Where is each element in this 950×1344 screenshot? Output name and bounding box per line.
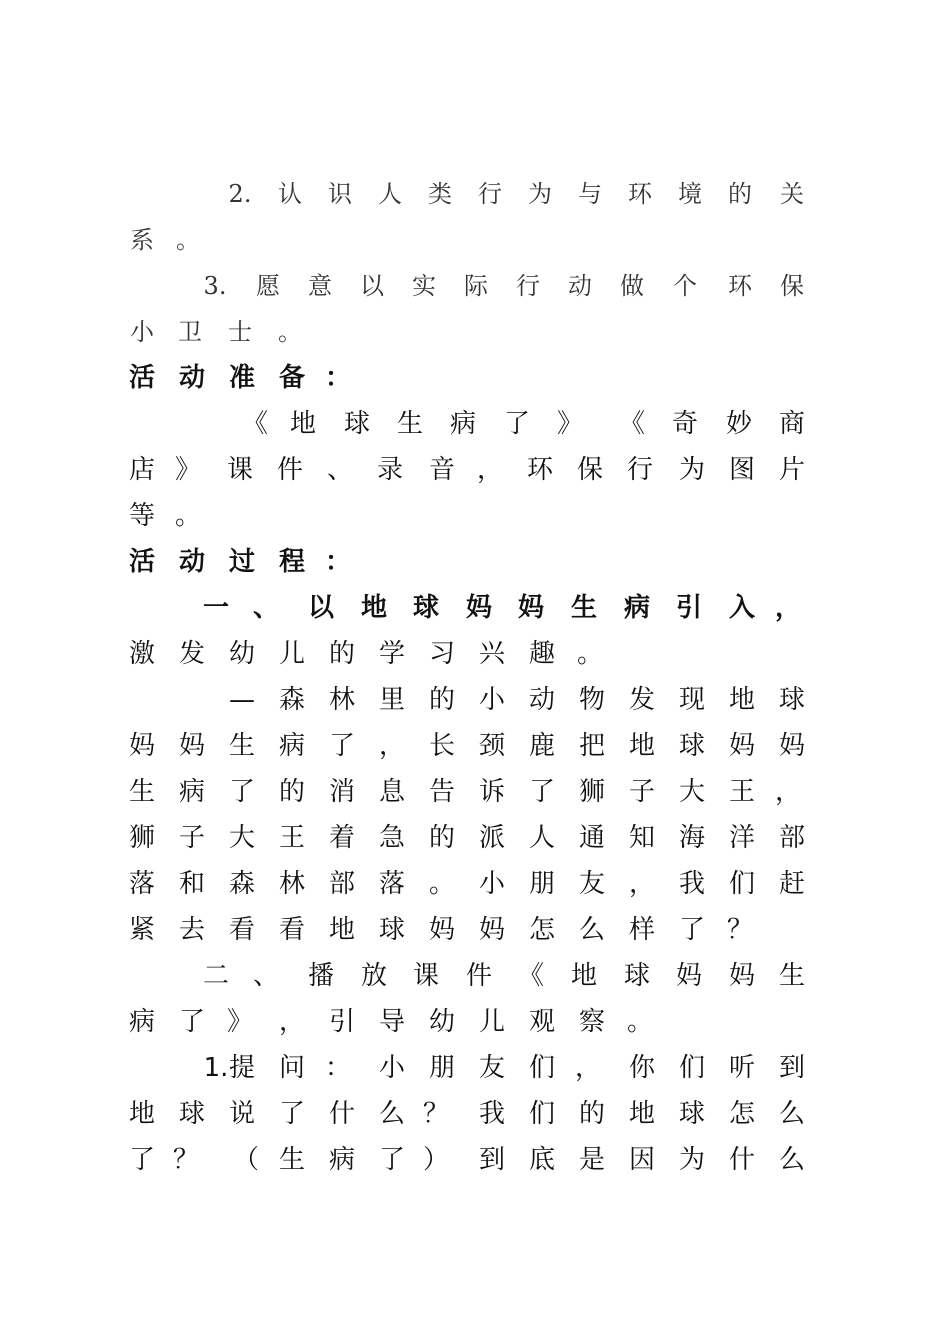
glyph: 妈 [778,731,805,761]
glyph: 了 [278,1099,305,1129]
glyph: 部 [328,869,355,899]
glyph: 你 [628,1053,655,1083]
glyph: 了 [503,409,530,439]
text-line [0,772,950,812]
glyph: 妙 [725,409,752,439]
glyph: 么 [778,1099,805,1129]
glyph: 林 [278,869,305,899]
glyph: 球 [378,915,405,945]
glyph: 以 [307,593,334,623]
glyph: 为 [678,1145,705,1175]
text-line [0,818,950,858]
glyph: 地 [128,1099,155,1129]
glyph: 的 [278,777,305,807]
glyph: 么 [578,915,605,945]
glyph: 地 [360,593,387,623]
glyph: 因 [628,1145,655,1175]
glyph: 》 [226,1007,253,1037]
glyph: 环 [628,180,652,208]
glyph: 士 [228,318,252,346]
glyph: 环 [526,455,553,485]
glyph: 森 [278,685,305,715]
text-line [0,1002,950,1042]
glyph: 的 [578,1099,605,1129]
glyph: 儿 [278,639,305,669]
glyph: 的 [728,180,752,208]
glyph: 。 [576,639,603,669]
glyph: 了 [678,915,705,945]
glyph: 课 [226,455,253,485]
glyph: 兴 [478,639,505,669]
glyph: 动 [178,363,205,393]
text-line [0,726,950,766]
glyph: 课 [412,961,439,991]
glyph: 着 [328,823,355,853]
glyph: 底 [528,1145,555,1175]
glyph: 动 [528,685,555,715]
glyph: 妈 [128,731,155,761]
glyph: 小 [478,869,505,899]
glyph: 说 [228,1099,255,1129]
glyph: 病 [128,1007,155,1037]
glyph: 诉 [478,777,505,807]
glyph: 保 [780,272,804,300]
glyph: 们 [528,1099,555,1129]
glyph: 件 [276,455,303,485]
glyph: 去 [178,915,205,945]
glyph: 环 [728,272,752,300]
glyph: 趣 [528,639,555,669]
glyph: 活 [128,363,155,393]
text-line [0,404,950,444]
glyph: 的 [428,823,455,853]
glyph: 妈 [178,731,205,761]
glyph: 友 [578,869,605,899]
glyph: 导 [378,1007,405,1037]
glyph: 。 [176,226,200,254]
glyph: 件 [465,961,492,991]
glyph: 知 [628,823,655,853]
glyph: 程 [278,547,305,577]
glyph: 2. [228,180,252,208]
glyph: 狮 [128,823,155,853]
glyph: 音 [428,455,455,485]
glyph: 愿 [256,272,280,300]
glyph: 过 [228,547,255,577]
glyph: 球 [412,593,439,623]
glyph: 妈 [428,915,455,945]
glyph: 生 [278,1145,305,1175]
glyph: 生 [228,731,255,761]
glyph: 病 [278,731,305,761]
glyph: 际 [464,272,488,300]
glyph: 病 [178,777,205,807]
glyph: 狮 [578,777,605,807]
glyph: 部 [778,823,805,853]
glyph: 境 [678,180,702,208]
glyph: 意 [308,272,332,300]
text-line [0,1048,950,1088]
glyph: 急 [378,823,405,853]
glyph: 颈 [478,731,505,761]
glyph: ， [628,869,655,899]
glyph: 落 [128,869,155,899]
glyph: 幼 [228,639,255,669]
glyph: ） [422,1145,449,1175]
glyph: 朋 [528,869,555,899]
glyph: 大 [678,777,705,807]
glyph: 。 [278,318,302,346]
glyph: 的 [328,639,355,669]
glyph: 么 [778,1145,805,1175]
glyph: 、 [252,593,279,623]
glyph: 行 [478,180,502,208]
glyph: 关 [780,180,804,208]
glyph: 观 [528,1007,555,1037]
glyph: 了 [328,731,355,761]
glyph: 。 [626,1007,653,1037]
glyph: ？ [172,1145,199,1175]
glyph: 里 [378,685,405,715]
glyph: 到 [778,1053,805,1083]
text-line [0,588,950,628]
glyph: 物 [578,685,605,715]
glyph: 王 [278,823,305,853]
glyph: 备 [278,363,305,393]
glyph: 病 [328,1145,355,1175]
glyph: 、 [252,961,279,991]
glyph: ， [278,1007,305,1037]
glyph: ： [324,1053,351,1083]
glyph: 地 [328,915,355,945]
glyph: 球 [678,731,705,761]
glyph: 球 [343,409,370,439]
glyph: 图 [728,455,755,485]
glyph: 海 [678,823,705,853]
glyph: 什 [328,1099,355,1129]
glyph: 》 [556,409,583,439]
glyph: 林 [328,685,355,715]
glyph: 朋 [428,1053,455,1083]
glyph: — [229,685,255,715]
glyph: 地 [628,1099,655,1129]
glyph: 落 [378,869,405,899]
section-heading [0,542,950,582]
glyph: 妈 [478,915,505,945]
text-line [0,1140,950,1180]
text-line [0,220,950,260]
text-line [0,450,950,490]
glyph: 小 [130,318,154,346]
glyph: 。 [428,869,455,899]
glyph: 怎 [728,1099,755,1129]
glyph: 以 [360,272,384,300]
glyph: 鹿 [528,731,555,761]
glyph: 3. [203,272,227,300]
glyph: 活 [128,547,155,577]
section-heading [0,358,950,398]
glyph: 地 [728,685,755,715]
glyph: 奇 [671,409,698,439]
glyph: 妈 [728,961,755,991]
glyph: ， [774,777,801,807]
glyph: 入 [728,593,755,623]
glyph: 把 [578,731,605,761]
glyph: 消 [328,777,355,807]
glyph: 地 [289,409,316,439]
glyph: 了 [228,777,255,807]
glyph: 大 [228,823,255,853]
glyph: 洋 [728,823,755,853]
glyph: 紧 [128,915,155,945]
glyph: 了 [178,1007,205,1037]
glyph: 动 [178,547,205,577]
glyph: 球 [623,961,650,991]
glyph: 地 [570,961,597,991]
glyph: 准 [228,363,255,393]
glyph: 生 [570,593,597,623]
glyph: 地 [628,731,655,761]
glyph: 怎 [528,915,555,945]
glyph: 球 [178,1099,205,1129]
glyph: 保 [576,455,603,485]
glyph: 认 [278,180,302,208]
glyph: 了 [528,777,555,807]
glyph: 卫 [178,318,202,346]
glyph: 妈 [728,731,755,761]
glyph: 现 [678,685,705,715]
glyph: 生 [396,409,423,439]
glyph: 么 [378,1099,405,1129]
glyph: 病 [623,593,650,623]
text-line [0,910,950,950]
glyph: ， [476,455,503,485]
glyph: 我 [678,869,705,899]
glyph: 听 [728,1053,755,1083]
glyph: 们 [728,869,755,899]
glyph: 为 [678,455,705,485]
glyph: 什 [728,1145,755,1175]
glyph: 》 [174,455,201,485]
text-line [0,864,950,904]
glyph: 生 [778,961,805,991]
glyph: 和 [178,869,205,899]
glyph: 学 [378,639,405,669]
text-line [0,1094,950,1134]
glyph: 等 [128,501,155,531]
glyph: 《 [241,409,268,439]
glyph: 放 [360,961,387,991]
glyph: 问 [278,1053,305,1083]
glyph: 们 [678,1053,705,1083]
glyph: 到 [478,1145,505,1175]
glyph: 子 [628,777,655,807]
glyph: 生 [128,777,155,807]
glyph: 与 [578,180,602,208]
glyph: 长 [428,731,455,761]
glyph: 人 [378,180,402,208]
glyph: ？ [422,1099,449,1129]
glyph: ： [324,547,351,577]
glyph: （ [232,1145,259,1175]
glyph: 看 [278,915,305,945]
glyph: 习 [428,639,455,669]
glyph: 球 [778,685,805,715]
glyph: 告 [428,777,455,807]
glyph: 系 [130,226,154,254]
glyph: 实 [412,272,436,300]
glyph: ？ [726,915,753,945]
text-line [0,956,950,996]
glyph: 了 [128,1145,155,1175]
glyph: 类 [428,180,452,208]
text-line [0,312,950,352]
glyph: 赶 [778,869,805,899]
glyph: 录 [376,455,403,485]
glyph: 激 [128,639,155,669]
glyph: 动 [568,272,592,300]
glyph: 妈 [517,593,544,623]
glyph: ， [574,1053,601,1083]
glyph: 森 [228,869,255,899]
glyph: 为 [528,180,552,208]
glyph: ， [774,593,801,623]
glyph: 做 [620,272,644,300]
glyph: 1. [203,1053,229,1083]
glyph: 、 [326,455,353,485]
glyph: 是 [578,1145,605,1175]
glyph: 病 [449,409,476,439]
glyph: 察 [578,1007,605,1037]
glyph: 个 [673,272,697,300]
glyph: 的 [428,685,455,715]
glyph: 播 [307,961,334,991]
glyph: 儿 [478,1007,505,1037]
glyph: 行 [626,455,653,485]
glyph: 子 [178,823,205,853]
glyph: 王 [728,777,755,807]
glyph: 息 [378,777,405,807]
text-line [0,174,950,214]
glyph: 引 [675,593,702,623]
glyph: 行 [516,272,540,300]
glyph: 友 [478,1053,505,1083]
glyph: 《 [618,409,645,439]
glyph: 小 [478,685,505,715]
glyph: 看 [228,915,255,945]
glyph: 片 [778,455,805,485]
glyph: ： [324,363,351,393]
glyph: 人 [528,823,555,853]
glyph: 样 [628,915,655,945]
glyph: 们 [528,1053,555,1083]
text-line [0,496,950,536]
glyph: 。 [174,501,201,531]
glyph: 我 [478,1099,505,1129]
text-line [0,680,950,720]
glyph: 派 [478,823,505,853]
glyph: 《 [517,961,544,991]
glyph: 妈 [675,961,702,991]
glyph: ， [378,731,405,761]
glyph: 引 [328,1007,355,1037]
glyph: 小 [378,1053,405,1083]
glyph: 二 [202,961,229,991]
glyph: 店 [128,455,155,485]
glyph: 幼 [428,1007,455,1037]
glyph: 一 [202,593,229,623]
text-line [0,266,950,306]
glyph: 识 [328,180,352,208]
glyph: 商 [778,409,805,439]
glyph: 提 [228,1053,255,1083]
glyph: 球 [678,1099,705,1129]
glyph: 发 [628,685,655,715]
glyph: 发 [178,639,205,669]
glyph: 通 [578,823,605,853]
glyph: 妈 [465,593,492,623]
text-line [0,634,950,674]
glyph: 了 [378,1145,405,1175]
